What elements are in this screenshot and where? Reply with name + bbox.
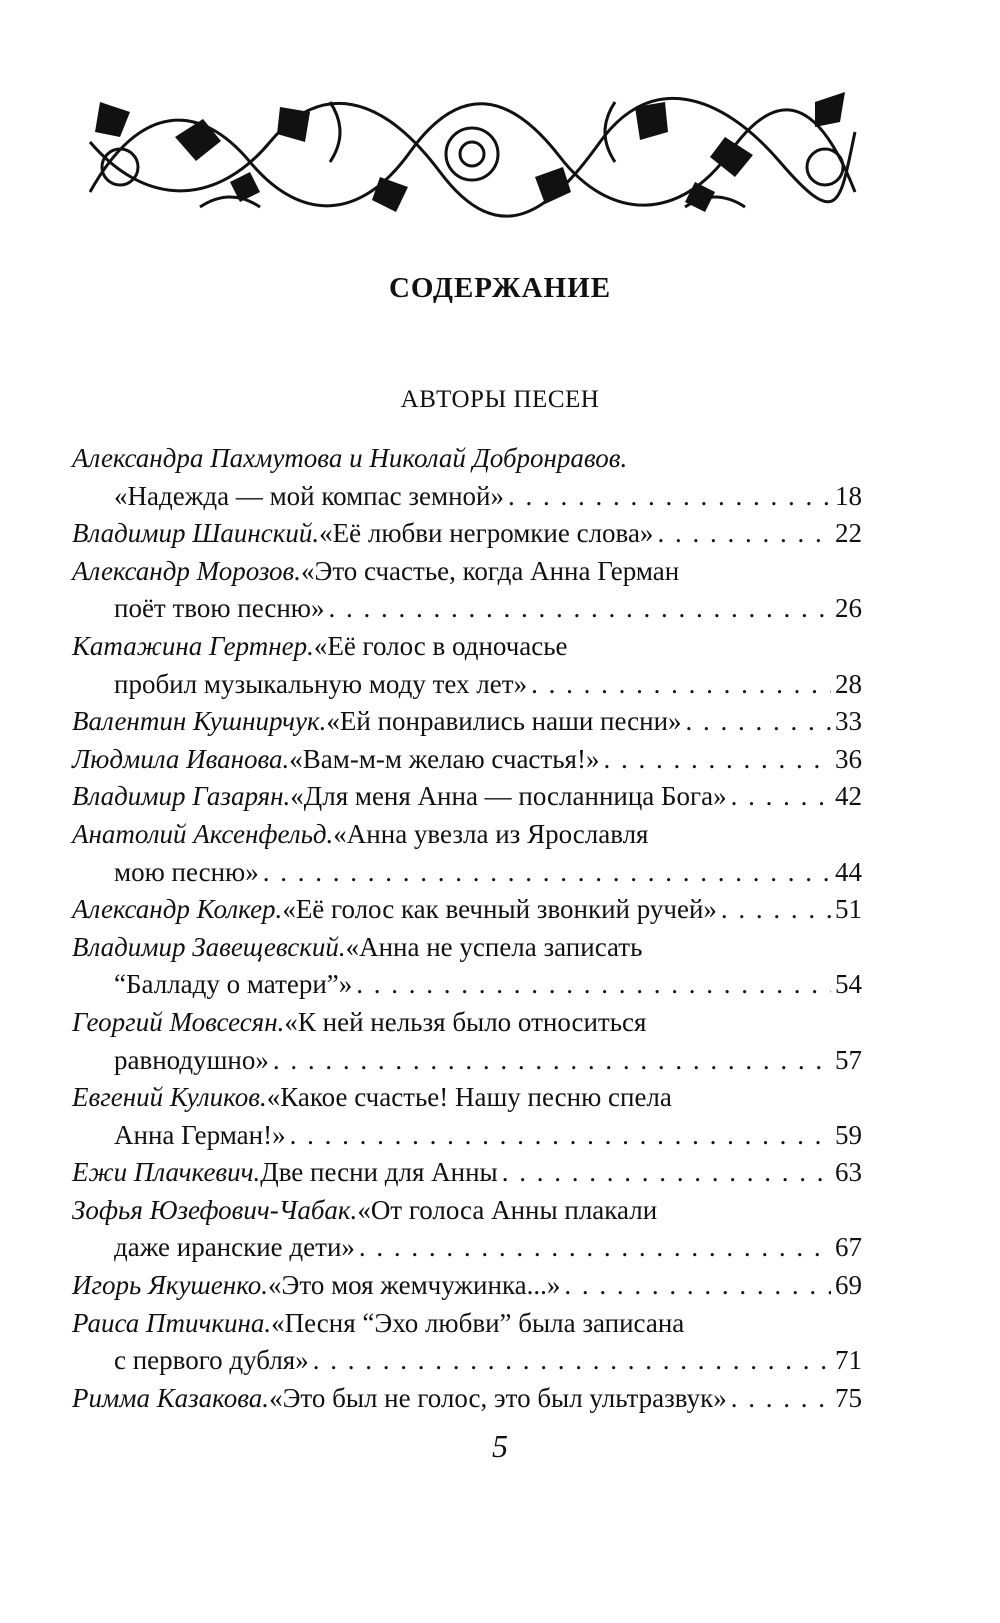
toc-title: «Ей понравились наши песни» [326,706,682,737]
toc-author: Римма Казакова. [72,1382,270,1413]
toc-line [72,741,862,779]
toc-line [72,553,862,591]
dot-leader [328,590,831,628]
toc-line [72,929,862,967]
toc-line-continued [72,478,862,516]
toc-title: «Для меня Анна — посланница Бога» [290,781,727,812]
toc-line-continued [72,1042,862,1080]
dot-leader [721,891,831,929]
dot-leader [686,703,831,741]
toc-author: Владимир Шаинский. [72,518,320,549]
toc-author: Евгений Куликов. [72,1082,267,1113]
toc-line [72,1380,862,1418]
toc-line-continued [72,966,862,1004]
toc-title: «Это моя жемчужинка...» [268,1270,561,1301]
toc-entry[interactable] [72,1380,862,1418]
toc-page-number: 26 [835,593,862,624]
toc-entry[interactable] [72,1267,862,1305]
table-of-contents [72,440,862,1417]
toc-title: «Анна увезла из Ярославля [333,818,649,849]
toc-title: «Анна не успела записать [345,931,643,962]
dot-leader [359,1229,831,1267]
toc-page-number: 42 [835,781,862,812]
toc-line-continued [72,590,862,628]
toc-author: Александра Пахмутова и Николай Добронравов. [72,443,628,473]
toc-author: Александр Колкер. [72,894,283,925]
toc-title: «Её голос в одночасье [313,630,568,661]
section-heading: АВТОРЫ ПЕСЕН [400,386,600,413]
toc-author: Ежи Плачкевич. [72,1157,261,1188]
toc-line-continued [72,1117,862,1155]
toc-entry[interactable] [72,741,862,779]
toc-page-number: 33 [835,706,862,737]
toc-line-continued [72,666,862,704]
toc-page-number: 36 [835,743,862,774]
dot-leader [313,1342,831,1380]
toc-line [72,1004,862,1042]
toc-line [72,1192,862,1230]
toc-author: Владимир Завещевский. [72,931,346,962]
toc-author: Зофья Юзефович-Чабак. [72,1194,358,1225]
toc-title: «Вам-м-м желаю счастья!» [289,743,600,774]
toc-title: «Её голос как вечный звонкий ручей» [282,894,717,925]
dot-leader [603,741,831,779]
toc-author: Валентин Кушнирчук. [72,706,327,737]
toc-line-continued [72,1342,862,1380]
dot-leader [564,1267,831,1305]
toc-title-continued: равнодушно» [114,1044,269,1075]
toc-entry[interactable] [72,1192,862,1267]
toc-title-continued: поёт твою песню» [114,593,325,624]
toc-author: Анатолий Аксенфельд. [72,818,334,849]
toc-entry[interactable] [72,1154,862,1192]
toc-line [72,891,862,929]
toc-title-continued: “Балладу о матери”» [114,969,353,1000]
toc-title: «К ней нельзя было относиться [284,1006,647,1037]
toc-page-number: 22 [835,518,862,549]
toc-line [72,440,862,478]
toc-entry[interactable] [72,1004,862,1079]
toc-entry[interactable] [72,553,862,628]
toc-line-continued [72,1229,862,1267]
dot-leader [356,966,831,1004]
dot-leader [731,1380,831,1418]
toc-entry[interactable] [72,816,862,891]
page-title: СОДЕРЖАНИЕ [388,272,612,304]
toc-title-continued: Анна Герман!» [114,1119,286,1150]
toc-title: «От голоса Анны плакали [357,1194,658,1225]
toc-line [72,628,862,666]
toc-title: «Это счастье, когда Анна Герман [301,555,680,586]
toc-title-continued: пробил музыкальную моду тех лет» [114,668,528,699]
toc-line [72,1154,862,1192]
toc-page-number: 67 [835,1232,862,1263]
toc-title-continued: мою песню» [114,856,259,887]
toc-line [72,703,862,741]
toc-entry[interactable] [72,515,862,553]
dot-leader [657,515,831,553]
toc-author: Раиса Птичкина. [72,1307,272,1338]
dot-leader [290,1117,831,1155]
toc-entry[interactable] [72,628,862,703]
toc-title: «Это был не голос, это был ультразвук» [269,1382,727,1413]
toc-entry[interactable] [72,1079,862,1154]
toc-page-number: 71 [835,1345,862,1376]
toc-page-number: 51 [835,894,862,925]
toc-author: Владимир Газарян. [72,781,291,812]
toc-author: Игорь Якушенко. [72,1270,269,1301]
toc-title-continued: с первого дубля» [114,1345,309,1376]
toc-page-number: 59 [835,1119,862,1150]
toc-page-number: 69 [835,1270,862,1301]
toc-title-continued: «Надежда — мой компас земной» [114,480,504,511]
toc-page-number: 75 [835,1382,862,1413]
dot-leader [263,854,831,892]
toc-author: Катажина Гертнер. [72,630,314,661]
dot-leader [502,1154,831,1192]
toc-author: Людмила Иванова. [72,743,290,774]
toc-page-number: 57 [835,1044,862,1075]
toc-page-number: 18 [835,480,862,511]
toc-entry[interactable] [72,703,862,741]
toc-author: Александр Морозов. [72,555,302,586]
toc-page-number: 63 [835,1157,862,1188]
dot-leader [508,478,831,516]
toc-line [72,778,862,816]
toc-page-number: 54 [835,969,862,1000]
toc-entry[interactable] [72,891,862,929]
toc-line [72,1079,862,1117]
toc-author: Георгий Мовсесян. [72,1006,285,1037]
toc-entry[interactable] [72,440,862,515]
toc-title: Две песни для Анны [260,1157,498,1188]
toc-title: «Песня “Эхо любви” была записана [271,1307,685,1338]
dot-leader [731,778,831,816]
toc-line [72,816,862,854]
page-number: 5 [492,1428,508,1464]
toc-page-number: 28 [835,668,862,699]
toc-title-continued: даже иранские дети» [114,1232,355,1263]
toc-line [72,1267,862,1305]
toc-line [72,1305,862,1343]
toc-entry[interactable] [72,929,862,1004]
toc-title: «Какое счастье! Нашу песню спела [266,1082,672,1113]
toc-page-number: 44 [835,856,862,887]
dot-leader [273,1042,831,1080]
floral-ornament-header [80,82,865,227]
toc-title: «Её любви негромкие слова» [319,518,654,549]
dot-leader [531,666,831,704]
toc-line-continued [72,854,862,892]
toc-line [72,515,862,553]
toc-entry[interactable] [72,778,862,816]
toc-entry[interactable] [72,1305,862,1380]
